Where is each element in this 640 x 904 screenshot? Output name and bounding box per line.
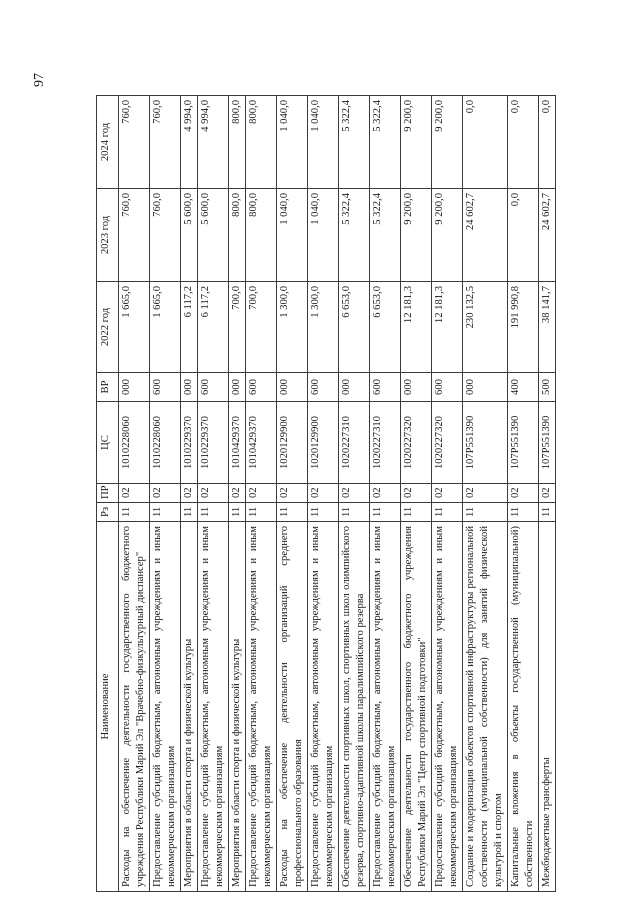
table-row (308, 96, 339, 892)
cell-2022: 6 653,0 (339, 282, 370, 373)
cell-2022: 191 990,8 (508, 282, 539, 373)
cell-cs: 107P551390 (463, 402, 508, 484)
cell-2022: 230 132,5 (463, 282, 508, 373)
cell-name: Предоставление субсидий бюджетным, автономным учреждениям и иным некоммерческим организациям (198, 522, 229, 892)
cell-vr: 500 (539, 373, 556, 402)
cell-2022: 12 181,3 (432, 282, 463, 373)
budget-table (96, 95, 556, 892)
cell-vr: 000 (277, 373, 308, 402)
cell-name: Расходы на обеспечение деятельности организаций среднего профессионального образования (277, 522, 308, 892)
cell-rz: 11 (463, 503, 508, 522)
cell-cs: 1010429370 (229, 402, 246, 484)
cell-pr: 02 (119, 484, 150, 503)
cell-vr: 600 (432, 373, 463, 402)
cell-rz: 11 (198, 503, 229, 522)
table-row (246, 96, 277, 892)
cell-vr: 000 (229, 373, 246, 402)
cell-2023: 24 602,7 (463, 189, 508, 282)
cell-vr: 400 (508, 373, 539, 402)
cell-name: Обеспечение деятельности государственного бюджетного учреждения Республики Марий Эл "Центр спортивной подготовки" (401, 522, 432, 892)
cell-2023: 24 602,7 (539, 189, 556, 282)
cell-vr: 000 (339, 373, 370, 402)
cell-rz: 11 (308, 503, 339, 522)
cell-2024: 9 200,0 (401, 96, 432, 189)
cell-2022: 12 181,3 (401, 282, 432, 373)
cell-vr: 600 (308, 373, 339, 402)
cell-name: Предоставление субсидий бюджетным, автономным учреждениям и иным некоммерческим организациям (150, 522, 181, 892)
cell-2024: 760,0 (150, 96, 181, 189)
header-cs: ЦС (97, 402, 119, 484)
cell-pr: 02 (370, 484, 401, 503)
cell-2023: 760,0 (119, 189, 150, 282)
cell-2023: 5 322,4 (339, 189, 370, 282)
cell-pr: 02 (339, 484, 370, 503)
table-row (119, 96, 150, 892)
cell-vr: 600 (150, 373, 181, 402)
cell-pr: 02 (308, 484, 339, 503)
cell-2023: 9 200,0 (401, 189, 432, 282)
cell-rz: 11 (181, 503, 198, 522)
cell-2023: 0,0 (508, 189, 539, 282)
cell-2023: 1 040,0 (308, 189, 339, 282)
cell-pr: 02 (246, 484, 277, 503)
table-header-row (97, 96, 119, 892)
table-row (370, 96, 401, 892)
cell-cs: 1010429370 (246, 402, 277, 484)
header-pr: ПР (97, 484, 119, 503)
cell-2022: 1 665,0 (150, 282, 181, 373)
cell-2024: 760,0 (119, 96, 150, 189)
table-row (277, 96, 308, 892)
header-2024: 2024 год (97, 96, 119, 189)
cell-name: Капитальные вложения в объекты государственной (муниципальной) собственности (508, 522, 539, 892)
cell-2023: 9 200,0 (432, 189, 463, 282)
cell-rz: 11 (277, 503, 308, 522)
header-2022: 2022 год (97, 282, 119, 373)
cell-cs: 1020129900 (308, 402, 339, 484)
cell-vr: 000 (119, 373, 150, 402)
cell-vr: 000 (401, 373, 432, 402)
cell-cs: 1020227310 (370, 402, 401, 484)
cell-name: Создание и модернизация объектов спортивной инфраструктуры региональной собственности (муниципальной собственности) для занятий физической культурой и спортом (463, 522, 508, 892)
cell-cs: 1010229370 (181, 402, 198, 484)
cell-2023: 800,0 (246, 189, 277, 282)
cell-name: Межбюджетные трансферты (539, 522, 556, 892)
table-row (229, 96, 246, 892)
cell-cs: 1020227320 (432, 402, 463, 484)
cell-rz: 11 (229, 503, 246, 522)
cell-vr: 600 (370, 373, 401, 402)
cell-2023: 1 040,0 (277, 189, 308, 282)
cell-2023: 5 600,0 (181, 189, 198, 282)
page-number: 97 (32, 73, 47, 87)
cell-2022: 1 665,0 (119, 282, 150, 373)
cell-cs: 107P551390 (539, 402, 556, 484)
header-name: Наименование (97, 522, 119, 892)
cell-2024: 1 040,0 (277, 96, 308, 189)
cell-2023: 5 322,4 (370, 189, 401, 282)
cell-rz: 11 (246, 503, 277, 522)
cell-rz: 11 (150, 503, 181, 522)
cell-name: Обеспечение деятельности спортивных школ, спортивных школ олимпийского резерва, спортивно-адаптивной школы паралимпийского резерва (339, 522, 370, 892)
cell-pr: 02 (229, 484, 246, 503)
header-rz: Рз (97, 503, 119, 522)
cell-rz: 11 (432, 503, 463, 522)
cell-rz: 11 (401, 503, 432, 522)
cell-2022: 700,0 (229, 282, 246, 373)
cell-vr: 000 (463, 373, 508, 402)
cell-2024: 5 322,4 (370, 96, 401, 189)
cell-cs: 1020227320 (401, 402, 432, 484)
cell-pr: 02 (181, 484, 198, 503)
cell-name: Предоставление субсидий бюджетным, автономным учреждениям и иным некоммерческим организациям (432, 522, 463, 892)
cell-rz: 11 (370, 503, 401, 522)
cell-cs: 1010229370 (198, 402, 229, 484)
cell-pr: 02 (198, 484, 229, 503)
cell-2024: 1 040,0 (308, 96, 339, 189)
cell-2024: 0,0 (508, 96, 539, 189)
table-row (539, 96, 556, 892)
cell-cs: 1020227310 (339, 402, 370, 484)
cell-2024: 800,0 (246, 96, 277, 189)
cell-pr: 02 (508, 484, 539, 503)
table-row (150, 96, 181, 892)
cell-vr: 000 (181, 373, 198, 402)
cell-cs: 107P551390 (508, 402, 539, 484)
cell-2024: 4 994,0 (198, 96, 229, 189)
cell-rz: 11 (508, 503, 539, 522)
table-row (181, 96, 198, 892)
cell-2024: 0,0 (463, 96, 508, 189)
cell-pr: 02 (463, 484, 508, 503)
cell-rz: 11 (539, 503, 556, 522)
table-row (198, 96, 229, 892)
table-row (401, 96, 432, 892)
cell-2024: 800,0 (229, 96, 246, 189)
cell-2022: 6 117,2 (181, 282, 198, 373)
cell-2023: 760,0 (150, 189, 181, 282)
cell-2023: 800,0 (229, 189, 246, 282)
cell-rz: 11 (119, 503, 150, 522)
cell-2022: 1 300,0 (277, 282, 308, 373)
budget-table-page (96, 96, 596, 892)
cell-cs: 1010228060 (119, 402, 150, 484)
cell-2022: 38 141,7 (539, 282, 556, 373)
table-body (119, 96, 556, 892)
cell-name: Предоставление субсидий бюджетным, автономным учреждениям и иным некоммерческим организациям (308, 522, 339, 892)
cell-pr: 02 (432, 484, 463, 503)
cell-pr: 02 (277, 484, 308, 503)
cell-pr: 02 (150, 484, 181, 503)
cell-name: Предоставление субсидий бюджетным, автономным учреждениям и иным некоммерческим организациям (246, 522, 277, 892)
cell-2022: 700,0 (246, 282, 277, 373)
cell-pr: 02 (401, 484, 432, 503)
cell-vr: 600 (198, 373, 229, 402)
cell-pr: 02 (539, 484, 556, 503)
cell-name: Расходы на обеспечение деятельности государственного бюджетного учреждения Республики Марий Эл "Врачебно-физкультурный диспансер" (119, 522, 150, 892)
cell-name: Мероприятия в области спорта и физической культуры (181, 522, 198, 892)
cell-2022: 6 653,0 (370, 282, 401, 373)
cell-2022: 6 117,2 (198, 282, 229, 373)
table-row (339, 96, 370, 892)
cell-2024: 9 200,0 (432, 96, 463, 189)
table-row (432, 96, 463, 892)
cell-cs: 1010228060 (150, 402, 181, 484)
cell-name: Мероприятия в области спорта и физической культуры (229, 522, 246, 892)
table-row (463, 96, 508, 892)
cell-cs: 1020129900 (277, 402, 308, 484)
cell-rz: 11 (339, 503, 370, 522)
cell-2024: 5 322,4 (339, 96, 370, 189)
cell-2024: 0,0 (539, 96, 556, 189)
cell-name: Предоставление субсидий бюджетным, автономным учреждениям и иным некоммерческим организациям (370, 522, 401, 892)
header-2023: 2023 год (97, 189, 119, 282)
table-row (508, 96, 539, 892)
cell-2023: 5 600,0 (198, 189, 229, 282)
cell-2022: 1 300,0 (308, 282, 339, 373)
cell-2024: 4 994,0 (181, 96, 198, 189)
header-vr: ВР (97, 373, 119, 402)
cell-vr: 600 (246, 373, 277, 402)
